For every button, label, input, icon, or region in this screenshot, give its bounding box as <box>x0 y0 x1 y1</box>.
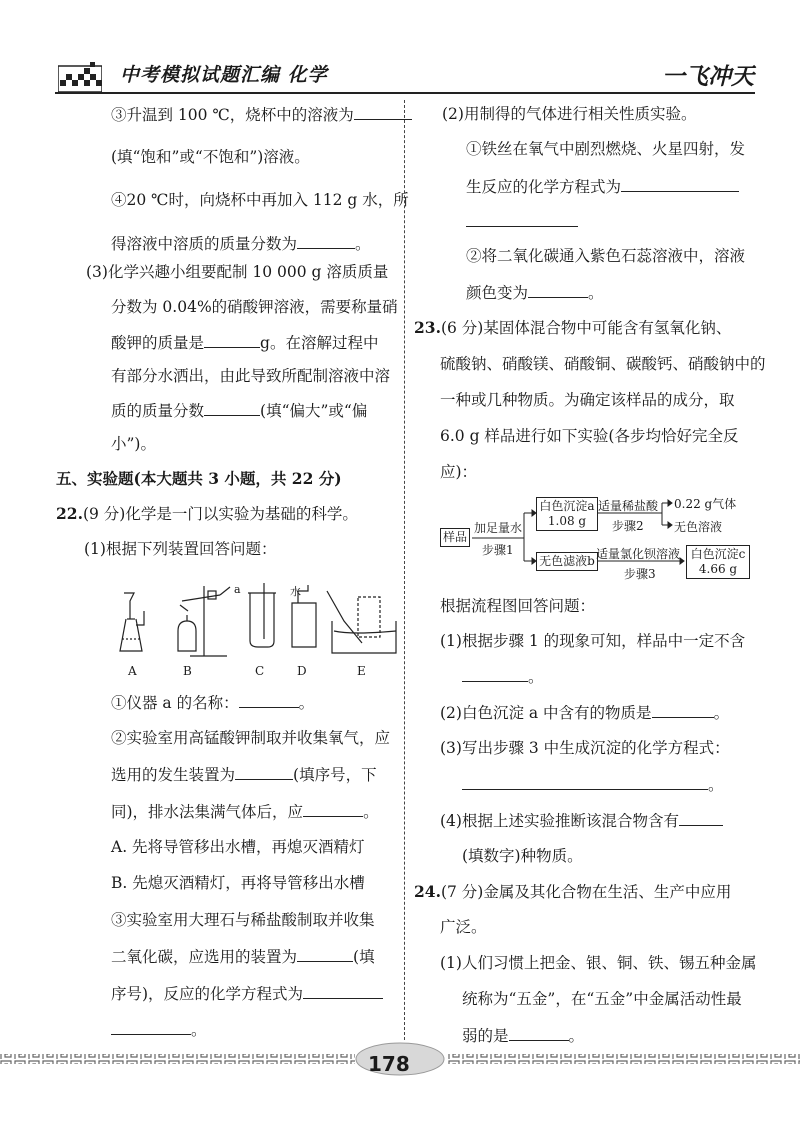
text-line: 。 <box>462 774 724 795</box>
flow-filtrate-b: 无色滤液b <box>536 552 598 571</box>
flow-solution: 无色溶液 <box>674 520 723 534</box>
text-line: 同)，排水法集满气体后，应 。 <box>111 803 379 821</box>
text-line: ②实验室用高锰酸钾制取并收集氧气，应 <box>111 729 391 747</box>
label-D: D <box>297 664 307 678</box>
option-a: A. 先将导管移出水槽，再熄灭酒精灯 <box>111 838 365 856</box>
text-line: 酸钾的质量是 g。在溶解过程中 <box>111 334 379 352</box>
label-A: A <box>128 664 137 678</box>
text-line: ③实验室用大理石与稀盐酸制取并收集 <box>111 911 375 929</box>
text-line: 选用的发生装置为 (填序号，下 <box>111 766 377 784</box>
text-line: 有部分水洒出，由此导致所配制溶液中溶 <box>111 367 391 385</box>
question-23: 23.(6 分)某固体混合物中可能含有氢氧化钠、 <box>414 318 732 337</box>
page-header <box>0 0 800 100</box>
flow-step3-bottom: 步骤3 <box>624 567 656 581</box>
text-line: (4)根据上述实验推断该混合物含有 <box>440 810 723 831</box>
text-line: (3)写出步骤 3 中生成沉淀的化学方程式： <box>440 739 730 757</box>
flow-step1-bottom: 步骤1 <box>482 543 514 557</box>
text-line: 统称为“五金”，在“五金”中金属活动性最 <box>462 990 742 1008</box>
flow-step3-top: 适量氯化钡溶液 <box>596 547 681 561</box>
text-line: 序号)，反应的化学方程式为 <box>111 983 383 1004</box>
flow-sample: 样品 <box>440 528 470 547</box>
section-heading: 五、实验题(本大题共 3 小题，共 22 分) <box>56 469 342 488</box>
option-b: B. 先熄灭酒精灯，再将导管移出水槽 <box>111 874 365 892</box>
apparatus-b-icon <box>178 586 230 656</box>
text-line: ②将二氧化碳通入紫色石蕊溶液中，溶液 <box>466 247 746 265</box>
text-line: (1)根据下列装置回答问题： <box>84 540 277 558</box>
text-line: 二氧化碳，应选用的装置为 (填 <box>111 948 375 966</box>
text-line: 应)： <box>440 463 478 481</box>
text-line: 颜色变为 。 <box>466 284 604 302</box>
apparatus-c-icon <box>248 583 276 647</box>
text-line <box>466 211 578 232</box>
text-line: 分数为 0.04%的硝酸钾溶液，需要称量硝 <box>111 298 398 316</box>
question-24: 24.(7 分)金属及其化合物在生活、生产中应用 <box>414 882 732 901</box>
header-brand: 一飞冲天 <box>662 64 754 90</box>
label-B: B <box>183 664 192 678</box>
text-line: 小”)。 <box>111 435 156 453</box>
text-line: (填“饱和”或“不饱和”)溶液。 <box>111 148 310 166</box>
text-line: ①仪器 a 的名称： 。 <box>111 694 315 712</box>
flow-precip-c: 白色沉淀c 4.66 g <box>686 545 750 579</box>
flow-precip-a: 白色沉淀a 1.08 g <box>536 497 598 531</box>
text-line: 。 <box>462 666 544 687</box>
text-line: (2)用制得的气体进行相关性质实验。 <box>442 105 697 123</box>
column-divider <box>404 100 405 1040</box>
label-a: a <box>234 583 241 596</box>
flowchart <box>436 495 766 585</box>
text-line: 弱的是 。 <box>462 1027 585 1045</box>
text-line: 生反应的化学方程式为 <box>466 176 739 197</box>
text-line: (1)根据步骤 1 的现象可知，样品中一定不含 <box>440 632 746 650</box>
text-line: (1)人们习惯上把金、银、铜、铁、锡五种金属 <box>440 954 757 972</box>
flow-gas: 0.22 g气体 <box>674 497 737 511</box>
question-22: 22.(9 分)化学是一门以实验为基础的科学。 <box>56 504 358 523</box>
label-E: E <box>357 664 366 678</box>
text-line: (3)化学兴趣小组要配制 10 000 g 溶质质量 <box>86 263 389 281</box>
text-line: 质的质量分数 (填“偏大”或“偏 <box>111 402 368 420</box>
text-line: 一种或几种物质。为确定该样品的成分，取 <box>440 391 735 409</box>
label-C: C <box>255 664 265 678</box>
header-title: 中考模拟试题汇编 化学 <box>120 64 328 86</box>
label-water: 水 <box>290 585 301 598</box>
checker-logo-icon <box>58 60 102 94</box>
flow-step2-top: 适量稀盐酸 <box>598 499 659 513</box>
flow-step1-top: 加足量水 <box>474 521 523 535</box>
text-line: 根据流程图回答问题： <box>440 597 596 615</box>
text-line: ④20 ℃时，向烧杯中再加入 112 g 水，所 <box>111 191 409 209</box>
flow-step2-bottom: 步骤2 <box>612 519 644 533</box>
page-number: 178 <box>368 1052 410 1076</box>
text-line: 。 <box>111 1019 207 1040</box>
header-rule <box>55 92 755 94</box>
text-line: (填数字)种物质。 <box>462 847 583 865</box>
apparatus-e-icon <box>327 591 396 653</box>
text-line: (2)白色沉淀 a 中含有的物质是 。 <box>440 704 730 722</box>
text-line: 6.0 g 样品进行如下实验(各步均恰好完全反 <box>440 427 739 445</box>
text-line: 得溶液中溶质的质量分数为 。 <box>111 235 371 253</box>
text-line: ①铁丝在氧气中剧烈燃烧、火星四射，发 <box>466 140 746 158</box>
text-line: 广泛。 <box>440 918 487 936</box>
text-line: ③升温到 100 ℃，烧杯中的溶液为 <box>111 104 412 125</box>
text-line: 硫酸钠、硝酸镁、硝酸铜、碳酸钙、硝酸钠中的 <box>440 355 766 373</box>
apparatus-a-icon <box>120 593 144 651</box>
